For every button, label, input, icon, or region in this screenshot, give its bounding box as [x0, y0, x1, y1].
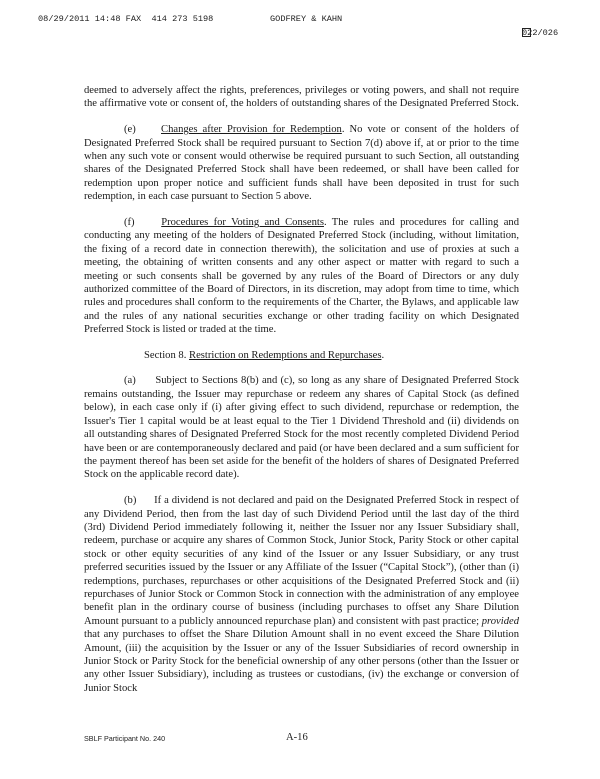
page-footer: [0, 732, 600, 762]
paragraph-b-text-1: If a dividend is not declared and paid on the Designated Preferred Stock in respect of any Dividend Period, then from the last day of such Dividend Period until the last day of the third (3rd) Dividend Period immediately following it, neither the Issuer nor any Issuer Subsidiary shall, redeem, purchase or acquire any shares of Common Stock, Junior Stock, Parity Stock or other capital stock or other equity securities of any kind of the Issuer or any Issuer Subsidiary, or any trust preferred securities issued by the Issuer or any Affiliate of the Issuer (“Capital Stock”), (other than (i) redemptions, purchases, repurchases or other acquisitions of the Designated Preferred Stock and (ii) repurchases of Junior Stock or Common Stock in connection with the administration of any employee benefit plan in the ordinary course of business (including purchases to offset any Share Dilution Amount pursuant to a publicly announced repurchase plan) and consistent with past practice;: [84, 495, 520, 627]
participant-number: SBLF Participant No. 240: [84, 734, 166, 743]
paragraph-f: [84, 216, 519, 337]
paragraph-intro: deemed to adversely affect the rights, preferences, privileges or voting powers, and shall not require the affirmative vote or consent of, the holders of outstanding shares of the Designated Preferred Stock.: [84, 85, 519, 110]
fax-header: [0, 0, 600, 38]
section-8-title: Restriction on Redemptions and Repurchases: [189, 350, 382, 362]
paragraph-b-text-2: that any purchases to offset the Share Dilution Amount shall in no event exceed the Share Dilution Amount, (iii) the acquisition by the Issuer or any of the Issuer Subsidiaries of record ownership in Junior Stock or Parity Stock for the beneficial ownership of any other persons (other than the Issuer or any other Issuer Subsidiary), including as trustees or custodians, (iv) the exchange or conversion of Junior Stock: [84, 629, 519, 694]
page-number: A-16: [286, 732, 308, 743]
section-8-prefix: Section 8.: [144, 350, 190, 362]
paragraph-e-title: Changes after Provision for Redemption: [161, 124, 342, 136]
paragraph-f-title: Procedures for Voting and Consents: [161, 217, 324, 229]
paragraph-a-label: (a): [124, 375, 136, 387]
paragraph-b-label: (b): [124, 495, 137, 507]
fax-page-value: 022/026: [522, 28, 559, 38]
paragraph-e: [84, 123, 519, 203]
document-body: [84, 84, 519, 708]
section-8-suffix: .: [381, 350, 385, 362]
paragraph-f-label: (f): [124, 217, 135, 229]
paragraph-a-text: Subject to Sections 8(b) and (c), so long as any share of Designated Preferred Stock remains outstanding, the Issuer may repurchase or redeem any shares of Capital Stock (as defined below), in each case only if (i) after giving effect to such dividend, repurchase or redemption, the Issuer's Tier 1 capital would be at least equal to the Tier 1 Dividend Threshold and (ii) dividends on all outstanding shares of Designated Preferred Stock for the most recently completed Dividend Period have been or are contemporaneously declared and paid (or have been declared and a sum sufficient for the payment thereof has been set aside for the benefit of the holders of shares of Designated Preferred Stock on the applicable record date).: [84, 375, 520, 481]
paragraph-e-label: (e): [124, 124, 136, 136]
paragraph-a: [84, 374, 519, 481]
fax-company: GODFREY & KAHN: [270, 14, 343, 24]
paragraph-b: [84, 494, 519, 695]
paragraph-f-text: . The rules and procedures for calling and conducting any meeting of the holders of Designated Preferred Stock (including, without limitation, the fixing of a record date in connection therewith), the solicitation and use of proxies at such a meeting, the obtaining of written consents and any other aspect or matter with regard to such a meeting or such consents shall be governed by any rules of the Board of Directors or any duly authorized committee of the Board of Directors, in its discretion, may adopt from time to time, which rules and procedures shall conform to the requirements of the Charter, the Bylaws, and applicable law and the rules of any national securities exchange or other trading facility on which Designated Preferred Stock is listed or traded at the time.: [84, 217, 519, 336]
paragraph-b-italic: provided: [481, 615, 519, 627]
paragraph-e-text: . No vote or consent of the holders of Designated Preferred Stock shall be required pursuant to Section 7(d) above if, at or prior to the time when any such vote or consent would otherwise be required pursuant to such Section, all outstanding shares of the Designated Preferred Stock shall have been redeemed, or shall have been called for redemption upon proper notice and sufficient funds shall have been deposited in trust for such redemption, in each case pursuant to Section 5 above.: [84, 124, 519, 203]
fax-date-line: 08/29/2011 14:48 FAX 414 273 5198: [38, 14, 214, 24]
section-8-heading: [84, 349, 519, 362]
